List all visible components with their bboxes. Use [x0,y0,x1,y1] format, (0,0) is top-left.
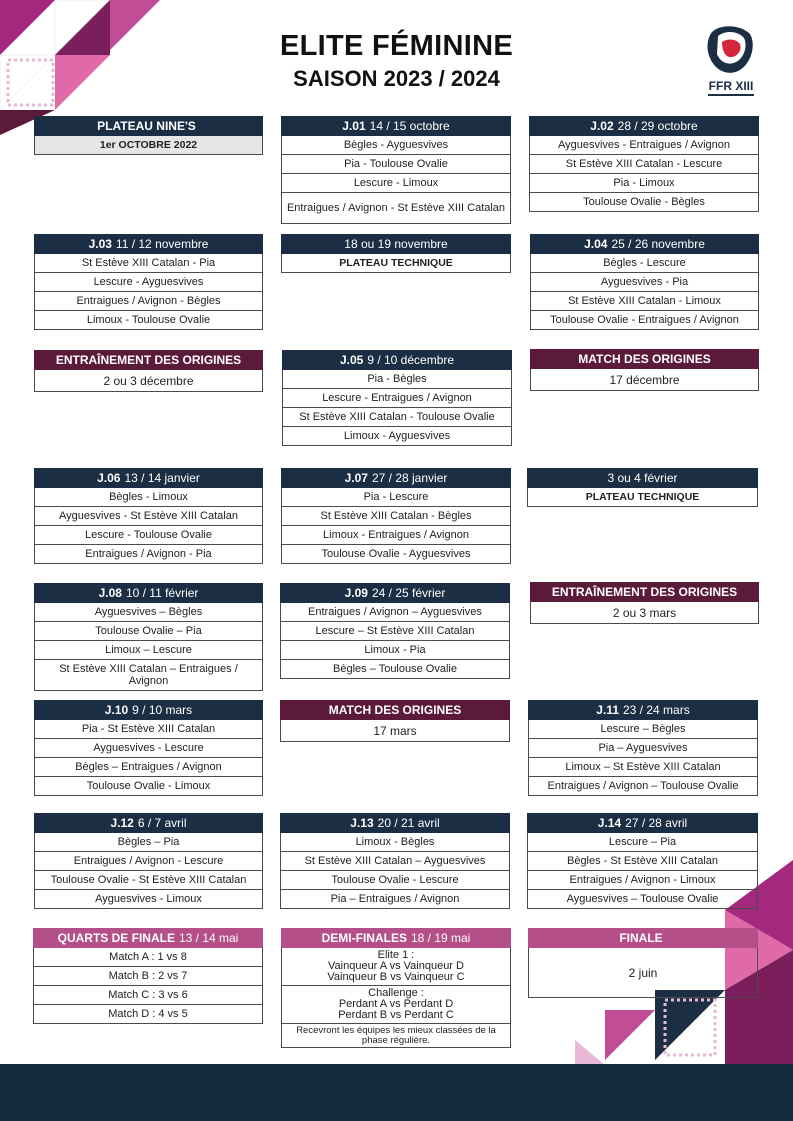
round-header: J.03 11 / 12 novembre [34,234,263,254]
entrainement-origines-1 [34,350,263,392]
round-j14 [527,813,758,909]
match-row: Bègles – Entraigues / Avignon [34,758,263,777]
match-row: Bègles - St Estève XIII Catalan [527,852,758,871]
finale [528,928,758,998]
entrainement-date: 2 ou 3 mars [530,602,759,624]
match-row: Limoux - Ayguesvives [282,427,512,446]
match-row: Entraigues / Avignon - Pia [34,545,263,564]
round-j01 [281,116,511,224]
match-row: Toulouse Ovalie - Lescure [280,871,510,890]
match-row: Pia – Entraigues / Avignon [280,890,510,909]
match-row: Toulouse Ovalie – Pia [34,622,263,641]
match-row: Entraigues / Avignon - St Estève XIII Catalan [281,193,511,224]
quarts-de-finale [33,928,263,1024]
round-j02 [529,116,759,212]
page-subtitle: SAISON 2023 / 2024 [293,66,500,91]
match-row: Limoux - Toulouse Ovalie [34,311,263,330]
match-origines-header: MATCH DES ORIGINES [530,349,759,369]
entrainement-date: 2 ou 3 décembre [34,370,263,392]
match-row: St Estève XIII Catalan - Toulouse Ovalie [282,408,512,427]
bottom-band [0,1064,793,1121]
round-j07 [281,468,511,564]
round-j13 [280,813,510,909]
match-row: Pia - St Estève XIII Catalan [34,720,263,739]
round-header: J.06 13 / 14 janvier [34,468,263,488]
match-row: Ayguesvives - Limoux [34,890,263,909]
round-j03 [34,234,263,330]
finale-date: 2 juin [528,948,758,998]
match-row: Ayguesvives - St Estève XIII Catalan [34,507,263,526]
match-row: St Estève XIII Catalan – Ayguesvives [280,852,510,871]
entrainement-header: ENTRAÎNEMENT DES ORIGINES [34,350,263,370]
round-j08 [34,583,263,691]
match-row: Bègles - Ayguesvives [281,136,511,155]
match-row: Toulouse Ovalie - Entraigues / Avignon [530,311,759,330]
match-row: Toulouse Ovalie - St Estève XIII Catalan [34,871,263,890]
match-row: Lescure - Limoux [281,174,511,193]
match-row: Limoux - Pia [280,641,510,660]
round-header: J.12 6 / 7 avril [34,813,263,833]
round-header: J.05 9 / 10 décembre [282,350,512,370]
demis-elite-match: Vainqueur A vs Vainqueur D [328,960,464,972]
round-header: J.14 27 / 28 avril [527,813,758,833]
demis-elite [281,948,511,986]
entrainement-header: ENTRAÎNEMENT DES ORIGINES [530,582,759,602]
match-row: Toulouse Ovalie - Bègles [529,193,759,212]
match-row: Bègles – Pia [34,833,263,852]
page-title: ELITE FÉMININE [280,30,513,62]
match-row: St Estève XIII Catalan - Lescure [529,155,759,174]
plateau-technique-label: PLATEAU TECHNIQUE [527,488,758,507]
match-row: Match D : 4 vs 5 [33,1005,263,1024]
match-row: Limoux – Lescure [34,641,263,660]
match-row: Lescure – Bègles [528,720,758,739]
logo-text: FFR XIII [708,79,754,93]
match-row: Bègles – Toulouse Ovalie [280,660,510,679]
demis-challenge-match: Perdant A vs Perdant D [338,998,454,1010]
match-row: St Estève XIII Catalan - Bègles [281,507,511,526]
match-row: Limoux - Entraigues / Avignon [281,526,511,545]
match-row: Entraigues / Avignon - Limoux [527,871,758,890]
round-j06 [34,468,263,564]
match-row: Match A : 1 vs 8 [33,948,263,967]
round-j09 [280,583,510,679]
match-row: Entraigues / Avignon – Ayguesvives [280,603,510,622]
match-origines-2 [280,700,510,742]
match-row: Lescure - Toulouse Ovalie [34,526,263,545]
round-header: J.07 27 / 28 janvier [281,468,511,488]
match-origines-date: 17 mars [280,720,510,742]
plateau-technique-2 [527,468,758,507]
match-row: Pia - Toulouse Ovalie [281,155,511,174]
match-row: Ayguesvives – Toulouse Ovalie [527,890,758,909]
match-row: Ayguesvives - Entraigues / Avignon [529,136,759,155]
entrainement-origines-2 [530,582,759,624]
round-j11 [528,700,758,796]
match-row: Toulouse Ovalie - Limoux [34,777,263,796]
match-row: Pia - Bègles [282,370,512,389]
match-row: Entraigues / Avignon - Bègles [34,292,263,311]
round-header: J.13 20 / 21 avril [280,813,510,833]
plateau-nines-date: 1er OCTOBRE 2022 [34,136,263,155]
match-row: Entraigues / Avignon - Lescure [34,852,263,871]
match-row: Limoux – St Estève XIII Catalan [528,758,758,777]
match-row: Ayguesvives – Bègles [34,603,263,622]
round-j10 [34,700,263,796]
match-row: Match B : 2 vs 7 [33,967,263,986]
demi-finales [281,928,511,1048]
round-header: J.09 24 / 25 février [280,583,510,603]
match-origines-date: 17 décembre [530,369,759,391]
demis-header: DEMI-FINALES 18 / 19 mai [281,928,511,948]
match-row: Pia - Limoux [529,174,759,193]
match-row: Match C : 3 vs 6 [33,986,263,1005]
match-origines-header: MATCH DES ORIGINES [280,700,510,720]
round-header: J.02 28 / 29 octobre [529,116,759,136]
round-j05 [282,350,512,446]
match-origines-1 [530,349,759,391]
ffr-xiii-logo [700,22,762,104]
round-header: J.04 25 / 26 novembre [530,234,759,254]
demis-note: Recevront les équipes les mieux classées de la phase régulière. [281,1024,511,1048]
plateau-nines-box [34,116,263,155]
round-header: J.11 23 / 24 mars [528,700,758,720]
match-row: Entraigues / Avignon – Toulouse Ovalie [528,777,758,796]
plateau-technique-label: PLATEAU TECHNIQUE [281,254,511,273]
match-row: Lescure – Pia [527,833,758,852]
match-row: Bègles - Limoux [34,488,263,507]
plateau-technique-header: 18 ou 19 novembre [281,234,511,254]
match-row: St Estève XIII Catalan - Pia [34,254,263,273]
demis-elite-match: Vainqueur B vs Vainqueur C [327,971,465,983]
round-header: J.08 10 / 11 février [34,583,263,603]
plateau-nines-header: PLATEAU NINE'S [34,116,263,136]
match-row: St Estève XIII Catalan - Limoux [530,292,759,311]
match-row: Lescure - Ayguesvives [34,273,263,292]
finale-header: FINALE [528,928,758,948]
match-row: Limoux - Bègles [280,833,510,852]
round-header: J.01 14 / 15 octobre [281,116,511,136]
match-row: Ayguesvives - Pia [530,273,759,292]
match-row: Lescure – St Estève XIII Catalan [280,622,510,641]
quarts-header: QUARTS DE FINALE 13 / 14 mai [33,928,263,948]
demis-challenge-label: Challenge : [368,987,424,999]
match-row: St Estève XIII Catalan – Entraigues / Avignon [34,660,263,691]
match-row: Lescure - Entraigues / Avignon [282,389,512,408]
round-j04 [530,234,759,330]
plateau-technique-header: 3 ou 4 février [527,468,758,488]
plateau-technique-1 [281,234,511,273]
demis-challenge [281,986,511,1024]
match-row: Pia - Lescure [281,488,511,507]
demis-elite-label: Elite 1 : [377,949,415,961]
round-j12 [34,813,263,909]
round-header: J.10 9 / 10 mars [34,700,263,720]
match-row: Ayguesvives - Lescure [34,739,263,758]
match-row: Toulouse Ovalie - Ayguesvives [281,545,511,564]
demis-challenge-match: Perdant B vs Perdant C [338,1009,454,1021]
match-row: Pia – Ayguesvives [528,739,758,758]
match-row: Bègles - Lescure [530,254,759,273]
